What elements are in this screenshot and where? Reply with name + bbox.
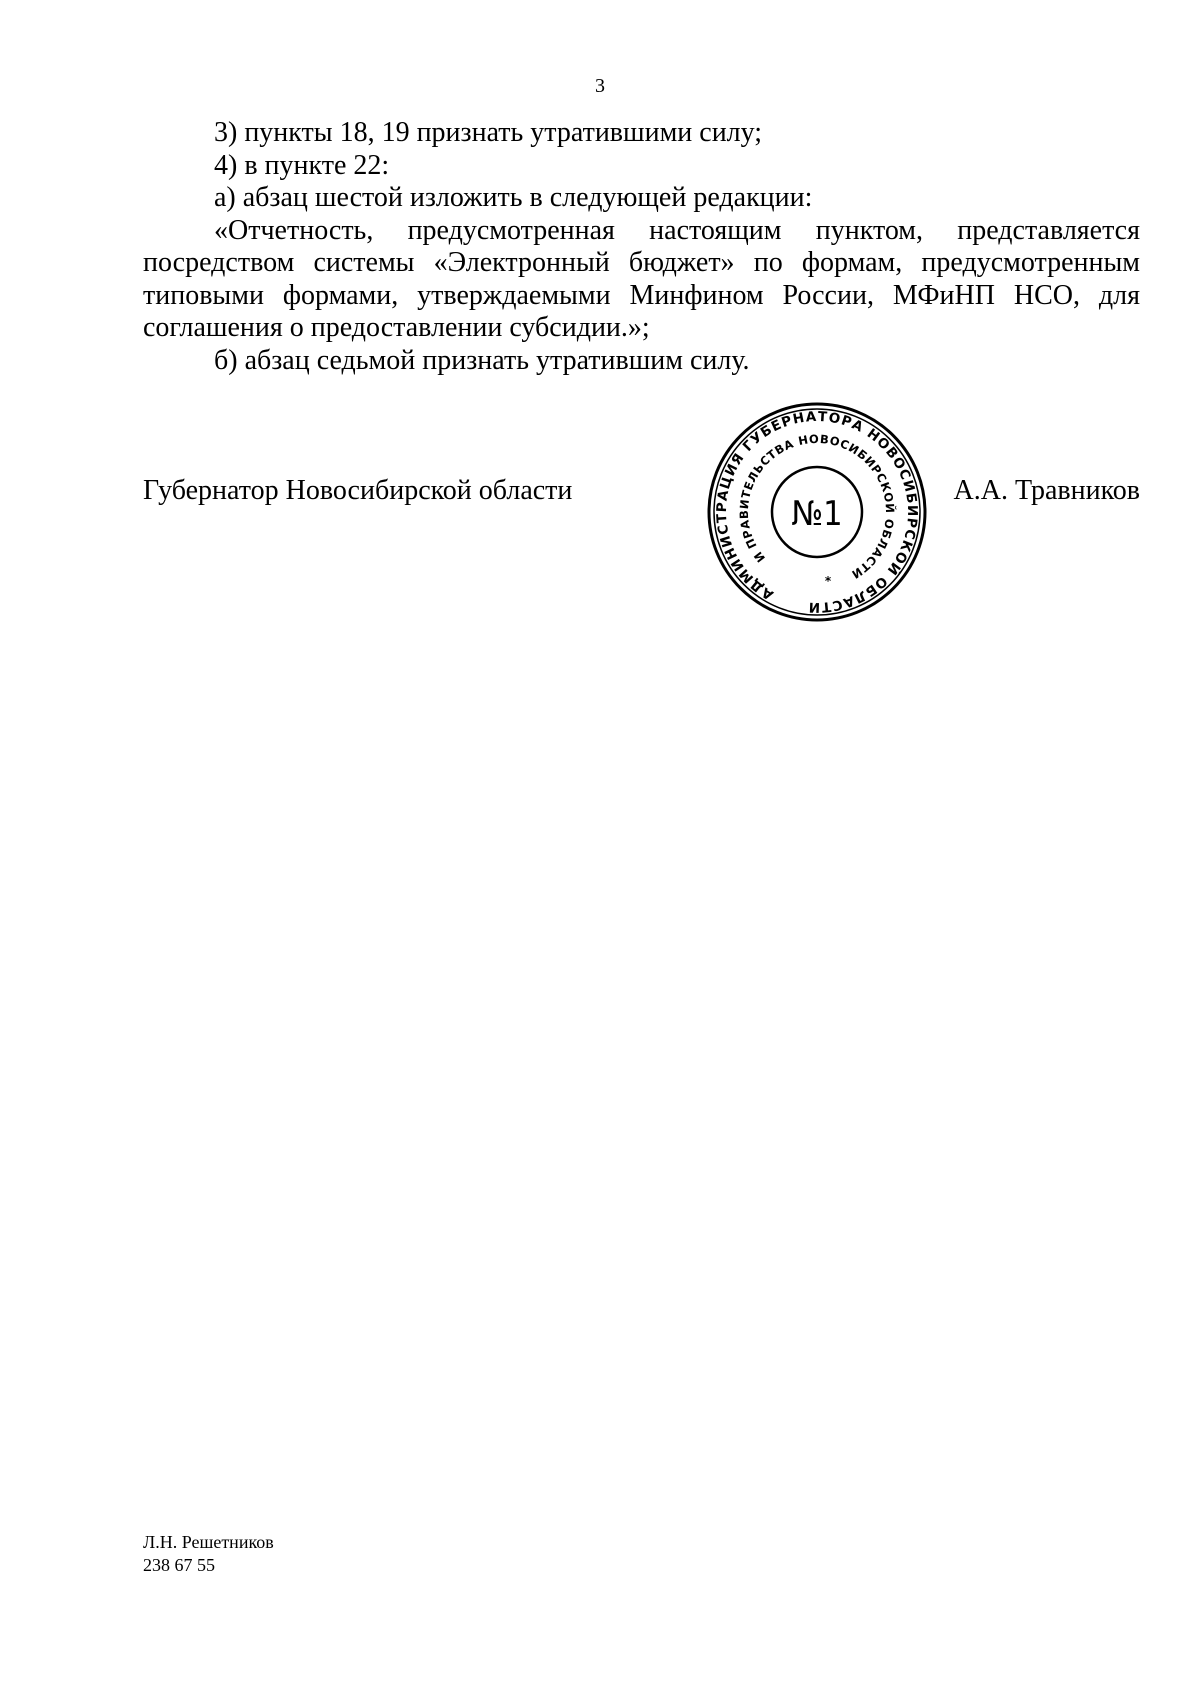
seal-star-icon: * [824,574,832,588]
seal-outer-text: АДМИНИСТРАЦИЯ ГУБЕРНАТОРА НОВОСИБИРСКОЙ ОБЛАСТИ [713,408,921,616]
page-number: 3 [595,75,605,97]
seal-inner-text: И ПРАВИТЕЛЬСТВА НОВОСИБИРСКОЙ ОБЛАСТИ [736,431,898,582]
executor-name: Л.Н. Решетников [143,1532,274,1552]
seal-stamp-icon [706,401,928,623]
paragraph-subitem-a: а) абзац шестой изложить в следующей редакции: [214,182,813,213]
official-seal [706,401,928,623]
document-body [143,117,1140,377]
paragraph-item-3: 3) пункты 18, 19 признать утратившими силу; [214,117,763,148]
paragraph-quoted-reporting: «Отчетность, предусмотренная настоящим пунктом, представляется посредством системы «Электронный бюджет» по формам, предусмотренным типовыми формами, утверждаемыми Минфином России, МФиНП НСО, для соглашения о предоставлении субсидии.»; [143,214,1140,343]
signatory-title: Губернатор Новосибирской области [143,475,573,506]
paragraph-item-4: 4) в пункте 22: [214,149,390,181]
signatory-name: А.А. Травников [953,475,1140,506]
paragraph-subitem-b: б) абзац седьмой признать утратившим силу. [214,344,750,376]
seal-center-number: №1 [791,494,843,534]
executor-phone: 238 67 55 [143,1555,215,1575]
executor-block [143,1531,274,1577]
